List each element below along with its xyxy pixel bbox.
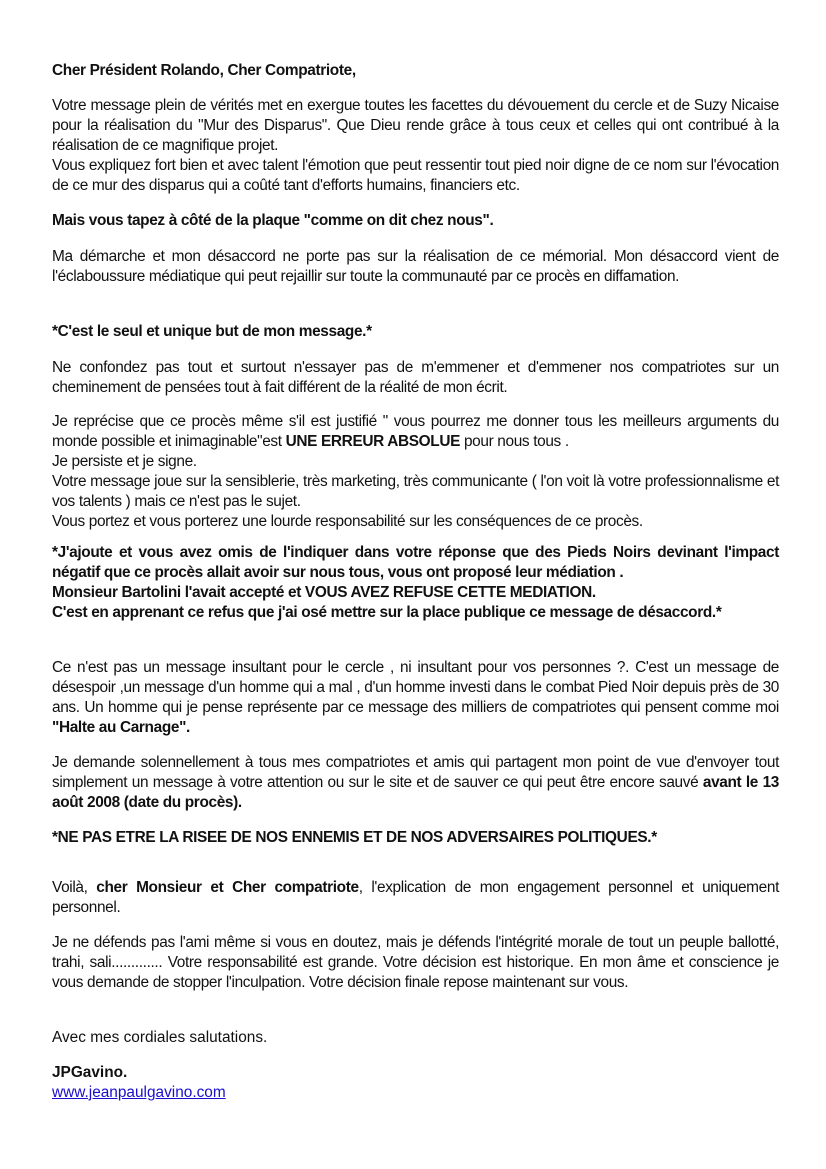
bold-statement-ridicule	[52, 828, 779, 848]
bold-statement-purpose-text: *C'est le seul et unique but de mon message.*	[52, 323, 372, 340]
paragraph-confusion-text: Ne confondez pas tout et surtout n'essayer pas de m'emmener et d'emmener nos compatriotes sur un cheminement de pensées tout à fait différent de la réalité de mon écrit.	[52, 359, 779, 396]
absolute-error-post: pour nous tous .	[460, 433, 569, 450]
paragraph-absolute-error	[52, 412, 779, 532]
bold-statement-purpose	[52, 322, 779, 342]
bold-statement-ridicule-text: *NE PAS ETRE LA RISEE DE NOS ENNEMIS ET DE NOS ADVERSAIRES POLITIQUES.*	[52, 829, 657, 846]
persist-line: Je persiste et je signe.	[52, 453, 197, 470]
paragraph-confusion	[52, 358, 779, 398]
paragraph-request	[52, 753, 779, 813]
closing-text: Avec mes cordiales salutations.	[52, 1029, 268, 1046]
greeting-text: Cher Président Rolando, Cher Compatriote,	[52, 62, 356, 79]
explanation-pre: Voilà,	[52, 879, 97, 896]
signature	[52, 1063, 779, 1083]
closing	[52, 1028, 779, 1048]
bold-statement-plaque-text: Mais vous tapez à côté de la plaque "comme on dit chez nous".	[52, 212, 494, 229]
mediation-text: *J'ajoute et vous avez omis de l'indiquer dans votre réponse que des Pieds Noirs devinant l'impact négatif que ce procès allait avoir sur nous tous, vous ont proposé leur médiation .	[52, 544, 779, 581]
explanation-post: , l'explication de mon engagement personnel et uniquement personnel.	[52, 879, 779, 916]
paragraph-disagreement-text: Ma démarche et mon désaccord ne porte pas sur la réalisation de ce mémorial. Mon désaccord vient de l'éclaboussure médiatique qui peut rejaillir sur toute la communauté par ce procès en diffamation.	[52, 248, 779, 285]
marketing-line: Votre message joue sur la sensiblerie, très marketing, très communicante ( l'on voit là votre professionnalisme et vos talents ) mais ce n'est pas le sujet.	[52, 473, 779, 510]
website-link[interactable]: www.jeanpaulgavino.com	[52, 1084, 226, 1101]
bold-statement-plaque	[52, 211, 779, 231]
paragraph-explanation	[52, 878, 779, 918]
halte-au-carnage: "Halte au Carnage".	[52, 719, 190, 736]
bold-mediation-block	[52, 543, 779, 623]
paragraph-intro-continued: Vous expliquez fort bien et avec talent l'émotion que peut ressentir tout pied noir digne de ce nom sur l'évocation de ce mur des disparus qui a coûté tant d'efforts humains, financiers etc.	[52, 157, 779, 194]
greeting	[52, 61, 779, 81]
responsibility-line: Vous portez et vous porterez une lourde responsabilité sur les conséquences de ce procès.	[52, 513, 643, 530]
not-insulting-text: Ce n'est pas un message insultant pour le cercle , ni insultant pour vos personnes ?. C'est un message de désespoir ,un message d'un homme qui a mal , d'un homme investi dans le combat Pied Noir depuis près de 30 ans. Un homme qui je pense représente par ce message des milliers de compatriotes qui pensent comme moi	[52, 659, 779, 716]
paragraph-intro	[52, 96, 779, 196]
absolute-error-pre: Je reprécise que ce procès même s'il est justifié " vous pourrez me donner tous les meilleurs arguments du monde possible et inimaginable"est	[52, 413, 779, 450]
mediation-refused-line: Monsieur Bartolini l'avait accepté et VOUS AVEZ REFUSE CETTE MEDIATION.	[52, 584, 596, 601]
mediation-reason-line: C'est en apprenant ce refus que j'ai osé mettre sur la place publique ce message de désaccord.*	[52, 604, 722, 621]
trial-date: avant le 13 août 2008 (date du procès).	[52, 774, 779, 811]
paragraph-integrity	[52, 933, 779, 993]
paragraph-not-insulting	[52, 658, 779, 738]
paragraph-disagreement	[52, 247, 779, 287]
signature-name: JPGavino.	[52, 1064, 128, 1081]
integrity-text: Je ne défends pas l'ami même si vous en doutez, mais je défends l'intégrité morale de tout un peuple ballotté, trahi, sali............. Votre responsabilité est grande. Votre décision est historique. En mon âme et conscience je vous demande de stopper l'inculpation. Votre décision finale repose maintenant sur vous.	[52, 934, 779, 991]
website-line	[52, 1083, 779, 1103]
explanation-bold: cher Monsieur et Cher compatriote	[96, 879, 359, 896]
paragraph-intro-text: Votre message plein de vérités met en exergue toutes les facettes du dévouement du cercle et de Suzy Nicaise pour la réalisation du "Mur des Disparus". Que Dieu rende grâce à tous ceux et celles qui ont contribué à la réalisation de ce magnifique projet.	[52, 97, 779, 154]
absolute-error-bold: UNE ERREUR ABSOLUE	[285, 433, 461, 450]
request-text: Je demande solennellement à tous mes compatriotes et amis qui partagent mon point de vue d'envoyer tout simplement un message à votre attention ou sur le site et de sauver ce qui peut être encore sauvé	[52, 754, 779, 791]
